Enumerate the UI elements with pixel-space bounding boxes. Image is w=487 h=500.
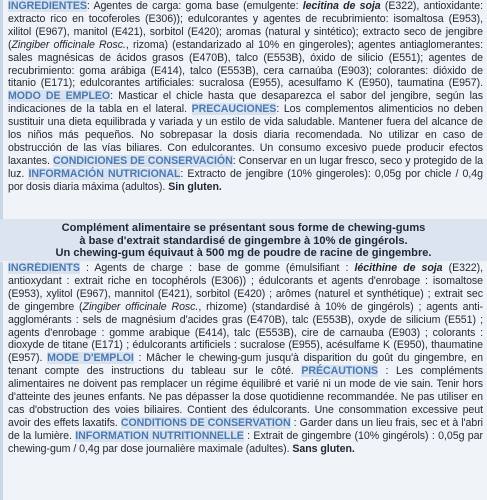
es-storage-text: : Conservar en un lugar fresco, seco y protegido de la luz. <box>8 154 483 180</box>
es-usage-text: : Masticar el chicle hasta que desaparezca el sabor del jengibre, según las indicaciones de la tabla en el lateral. <box>8 90 484 116</box>
es-nutrition-text: : Extracto de jengibre (10% gingeroles): 0,05g por chicle / 0,4g por dosis diaria máxima (adultos). <box>8 167 483 193</box>
es-nutrition-heading: INFORMACIÓN NUTRICIONAL <box>28 167 181 180</box>
fr-storage-text: : Garder dans un lieu frais, sec et à l'abri de la lumière. <box>8 416 483 442</box>
fr-ginger-latin: Zingiber officinale Rosc. <box>82 300 199 313</box>
fr-nutrition-heading: INFORMATION NUTRITIONNELLE <box>75 429 244 442</box>
fr-nutrition-text: : Extrait de gingembre (10% gingérols) : 0,05g par chewing-gum / 0,4g par dose journalière maximale (adultes). <box>8 429 483 455</box>
es-ingredients-text-1: : Agentes de carga: goma base (emulgente: <box>86 0 303 12</box>
es-ginger-latin: Zingiber officinale Rosc. <box>11 38 126 51</box>
banner-line-2: à base d'extrait standardisé de gingembre à 10% de gingérols. <box>79 234 408 247</box>
es-gluten-free: Sin gluten. <box>168 180 222 193</box>
es-lecithin: lecitina de soja <box>302 0 381 12</box>
fr-usage-text: : Mâcher le chewing-gum jusqu'à disparition du goût du gingembre, en tenant compte des instructions du tableau sur le côté. <box>8 352 483 378</box>
fr-precautions-text: : Les compléments alimentaires ne doivent pas remplacer un régime équilibré et varié ni un mode de vie sain. Tenir hors d'atteinte des jeunes enfants. Ne pas dépasser la dose quotidienne recommandée. Ne pas utiliser en cas d'obstruction des voies biliaires. Contient des édulcorants. Une consommation excessive peut avoir des effets laxatifs. <box>8 365 484 429</box>
spanish-text-panel <box>0 0 487 220</box>
fr-usage-heading: MODE D'EMPLOI <box>47 352 134 365</box>
fr-ingredients-text-2: (E322), antioxydant : extrait riche en tocophérols (E306)) ; édulcorants et agents d'enrobage : isomaltose (E953), xylitol (E967), mannitol (E421), sorbitol (E420) ; arômes (naturel et synthétique) ; extrait sec de gingembre ( <box>8 262 483 313</box>
es-ingredients-text-3: , rizoma) (estandarizado al 10% en gingeroles); agentes antiaglomerantes: sales magnésicas de ácidos grasos (E470B), talco (E553B), óxido de silicio (E551); agentes de recubrimiento: goma arábiga (E414), talco (E553B), cera carnaúba (E903); colorantes: dióxido de titanio (E171); edulcorantes artificiales: sucralosa (E955), acesulfamo K (E950), taumatina (E957). <box>8 38 483 90</box>
es-usage-heading: MODO DE EMPLEO <box>8 90 111 103</box>
fr-ingredients-text-3: , rhizome) (standardisé à 10% de gingérols) ; agents anti-agglomérants : sels de magnésium d'acides gras (E470B), talc (E553B), oxyde de silicium (E551) ; agents d'enrobage : gomme arabique (E414), talc (E553B), cire de carnauba (E903) ; colorants : dioxyde de titane (E171) ; édulcorants artificiels : sucralose (E955), acésulfame K (E950), thaumatine (E957). <box>8 300 483 365</box>
banner-line-1: Complément alimentaire se présentant sous forme de chewing-gums <box>61 222 426 234</box>
fr-ingredients-text-1: : Agents de charge : base de gomme (émulsifiant : <box>79 262 355 274</box>
french-text-panel <box>0 262 487 500</box>
es-precautions-heading: PRECAUCIONES <box>191 103 277 116</box>
fr-storage-heading: CONDITIONS DE CONSERVATION <box>120 416 291 429</box>
fr-precautions-heading: PRÉCAUTIONS <box>301 365 378 378</box>
fr-lecithin: lécithine de soja <box>354 262 443 274</box>
es-storage-heading: CONDICIONES DE CONSERVACIÓN <box>52 154 233 167</box>
es-ingredients-heading: INGREDIENTES <box>8 0 87 12</box>
es-precautions-text: : Los complementos alimenticios no deben sustituir una dieta equilibrada y variada y un estilo de vida saludable. Mantener fuera del alcance de los niños más pequeños. No sobrepasar la dosis diaria recomendada. No utilizar en caso de obstrucción de las vías biliares. Con edulcorantes. Un consumo excesivo puede producir efectos laxantes. <box>8 103 484 167</box>
banner-line-3: Un chewing-gum équivaut à 500 mg de poudre de racine de gingembre. <box>55 247 432 260</box>
es-ingredients-text-2: (E322), antioxidante: extracto rico en tocoferoles (E306)); edulcorantes y agentes de recubrimiento: isomaltosa (E953), xilitol (E967), manitol (E421), sorbitol (E420); aromas (natural y sintético); extracto seco de jengibre ( <box>8 0 483 51</box>
french-summary-banner <box>0 219 487 261</box>
fr-ingredients-heading: INGRÉDIENTS <box>8 262 80 274</box>
fr-gluten-free: Sans gluten. <box>292 442 355 455</box>
